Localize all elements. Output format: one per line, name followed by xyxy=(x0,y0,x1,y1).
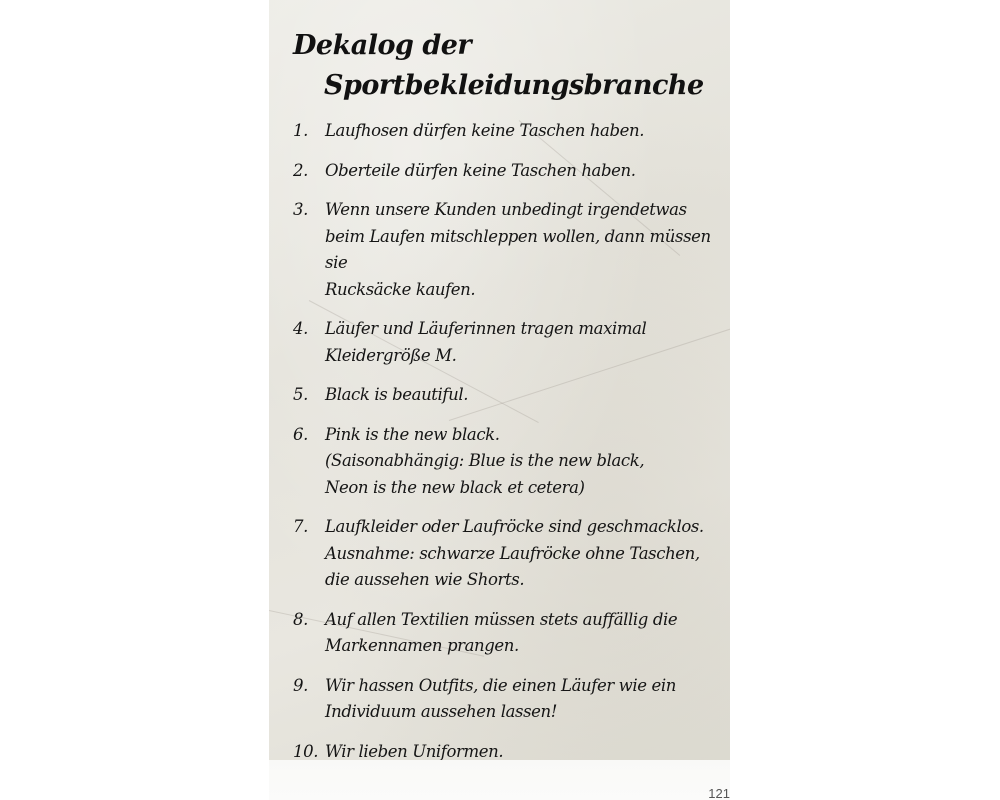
commandment-line: Wir lieben Uniformen. xyxy=(325,741,504,760)
commandment-line: die aussehen wie Shorts. xyxy=(325,570,525,589)
commandment-item xyxy=(293,514,723,594)
commandment-item xyxy=(293,607,723,660)
commandment-item xyxy=(293,316,723,369)
commandment-text xyxy=(325,514,723,594)
commandment-line: Laufkleider oder Laufröcke sind geschmacklos. xyxy=(325,517,704,536)
commandment-number: 2. xyxy=(293,160,308,180)
commandments-list xyxy=(293,118,723,760)
commandment-item xyxy=(293,197,723,303)
commandment-line: (Saisonabhängig: Blue is the new black, xyxy=(325,451,645,470)
page-number: 121 xyxy=(708,786,730,800)
commandment-number: 4. xyxy=(293,319,308,338)
commandment-item xyxy=(293,422,723,502)
commandment-line: Laufhosen dürfen keine Taschen haben. xyxy=(325,121,645,140)
commandment-number: 3. xyxy=(293,200,308,219)
commandment-number: 7. xyxy=(293,517,308,536)
commandment-item xyxy=(293,382,723,409)
parchment-background xyxy=(269,0,730,760)
commandment-line: beim Laufen mitschleppen wollen, dann müssen sie xyxy=(325,226,711,272)
commandment-item xyxy=(293,739,723,761)
commandment-number: 9. xyxy=(293,675,308,695)
commandment-text xyxy=(325,382,723,409)
commandment-line: Auf allen Textilien müssen stets auffällig die xyxy=(325,609,678,629)
commandment-line: Black is beautiful. xyxy=(325,385,469,404)
commandment-number: 5. xyxy=(293,385,308,404)
commandment-text xyxy=(325,739,723,761)
commandment-line: Markennamen prangen. xyxy=(325,636,519,655)
title-line-1: Dekalog der xyxy=(293,30,472,61)
commandment-number: 8. xyxy=(293,609,308,629)
commandment-line: Kleidergröße M. xyxy=(325,345,457,365)
commandment-line: Individuum aussehen lassen! xyxy=(325,702,557,721)
page-title xyxy=(293,26,704,106)
commandment-text xyxy=(325,673,723,726)
commandment-line: Oberteile dürfen keine Taschen haben. xyxy=(325,160,636,180)
commandment-number: 6. xyxy=(293,424,308,444)
commandment-item xyxy=(293,118,723,145)
commandment-item xyxy=(293,673,723,726)
commandment-line: Wenn unsere Kunden unbedingt irgendetwas xyxy=(325,200,687,219)
commandment-line: Neon is the new black et cetera) xyxy=(325,477,585,497)
page-footer xyxy=(269,760,730,800)
commandment-text xyxy=(325,316,723,369)
commandment-line: Läufer und Läuferinnen tragen maximal xyxy=(325,319,647,338)
commandment-text xyxy=(325,422,723,502)
commandment-text xyxy=(325,607,723,660)
commandment-text xyxy=(325,118,723,145)
commandment-number: 1. xyxy=(293,121,308,140)
commandment-line: Ausnahme: schwarze Laufröcke ohne Taschen, xyxy=(325,543,700,563)
commandment-number: 10. xyxy=(293,741,319,760)
commandment-line: Wir hassen Outfits, die einen Läufer wie ein xyxy=(325,675,676,695)
commandment-line: Rucksäcke kaufen. xyxy=(325,279,476,299)
commandment-line: Pink is the new black. xyxy=(325,424,500,444)
commandment-text xyxy=(325,158,723,185)
commandment-text xyxy=(325,197,723,303)
title-line-2: Sportbekleidungsbranche xyxy=(324,70,704,101)
commandment-item xyxy=(293,158,723,185)
